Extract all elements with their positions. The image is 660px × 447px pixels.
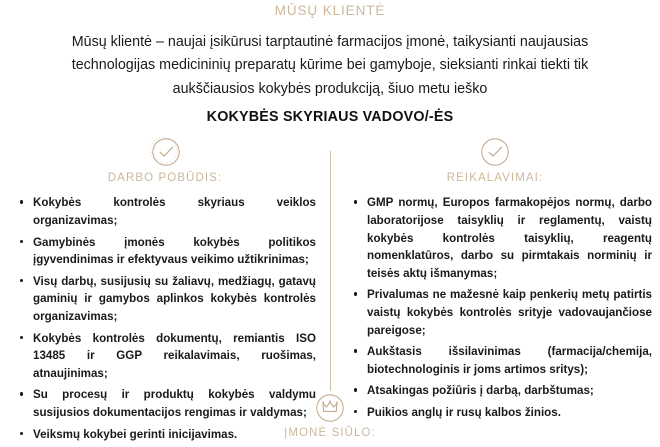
list-item: Veiksmų kokybei gerinti inicijavimas. <box>20 426 316 444</box>
list-item: Su procesų ir produktų kokybės valdymu susijusios dokumentacijos rengimas ir valdymas; <box>20 386 316 421</box>
right-column-label: REIKALAVIMAI: <box>446 171 544 184</box>
footer-label: ĮMONĖ SIŪLO: <box>284 427 376 439</box>
left-column-header <box>0 135 330 186</box>
list-item: Puikios anglų ir rusų kalbos žinios. <box>354 404 652 422</box>
list-item: GMP normų, Europos farmakopėjos normų, darbo laboratorijose taisyklių ir reglamentų, vaistų kokybės kontrolės taisyklių, reagentų nomenklatūros, darbo su pirmtakais norminių ir teisės aktų išmanymas; <box>354 194 652 282</box>
list-item: Kokybės kontrolės dokumentų, remiantis ISO 13485 ir GGP reikalavimais, ruošimas, atnaujinimas; <box>20 330 316 383</box>
page-kicker: MŪSŲ KLIENTĖ <box>274 3 386 18</box>
check-circle-icon <box>148 135 182 169</box>
list-item: Visų darbų, susijusių su žaliavų, medžiagų, gatavų gaminių ir gamybos aplinkos kokybės kontrolės organizavimas; <box>20 273 316 326</box>
intro-paragraph: Mūsų klientė – naujai įsikūrusi tarptautinė farmacijos įmonė, taikysianti naujausias technologijas medicininių preparatų kūrime bei gamyboje, sieksianti rinkai tiekti tik aukščiausios kokybės produkciją, šiuo metu ieško <box>71 33 589 97</box>
list-item: Gamybinės įmonės kokybės politikos įgyvendinimas ir efektyvaus veikimo užtikrinimas; <box>20 234 316 269</box>
list-item: Atsakingas požiūris į darbą, darbštumas; <box>354 382 652 400</box>
column-divider <box>330 151 331 391</box>
column-reikalavimai <box>330 135 660 426</box>
list-item: Kokybės kontrolės skyriaus veiklos organizavimas; <box>20 194 316 229</box>
crown-circle-icon <box>313 391 347 425</box>
right-bullet-list <box>330 194 660 421</box>
check-circle-icon <box>478 135 512 169</box>
right-column-header <box>330 135 660 186</box>
page-title: KOKYBĖS SKYRIAUS VADOVO/-ĖS <box>206 108 454 125</box>
list-item: Aukštasis išsilavinimas (farmacija/chemija, biotechnologinis ir joms artimos sritys); <box>354 343 652 378</box>
left-column-label: DARBO POBŪDIS: <box>107 171 223 184</box>
footer-section <box>0 391 660 439</box>
list-item: Privalumas ne mažesnė kaip penkerių metų patirtis vaistų kokybės kontrolės srityje vadovaujančiose pareigose; <box>354 286 652 339</box>
